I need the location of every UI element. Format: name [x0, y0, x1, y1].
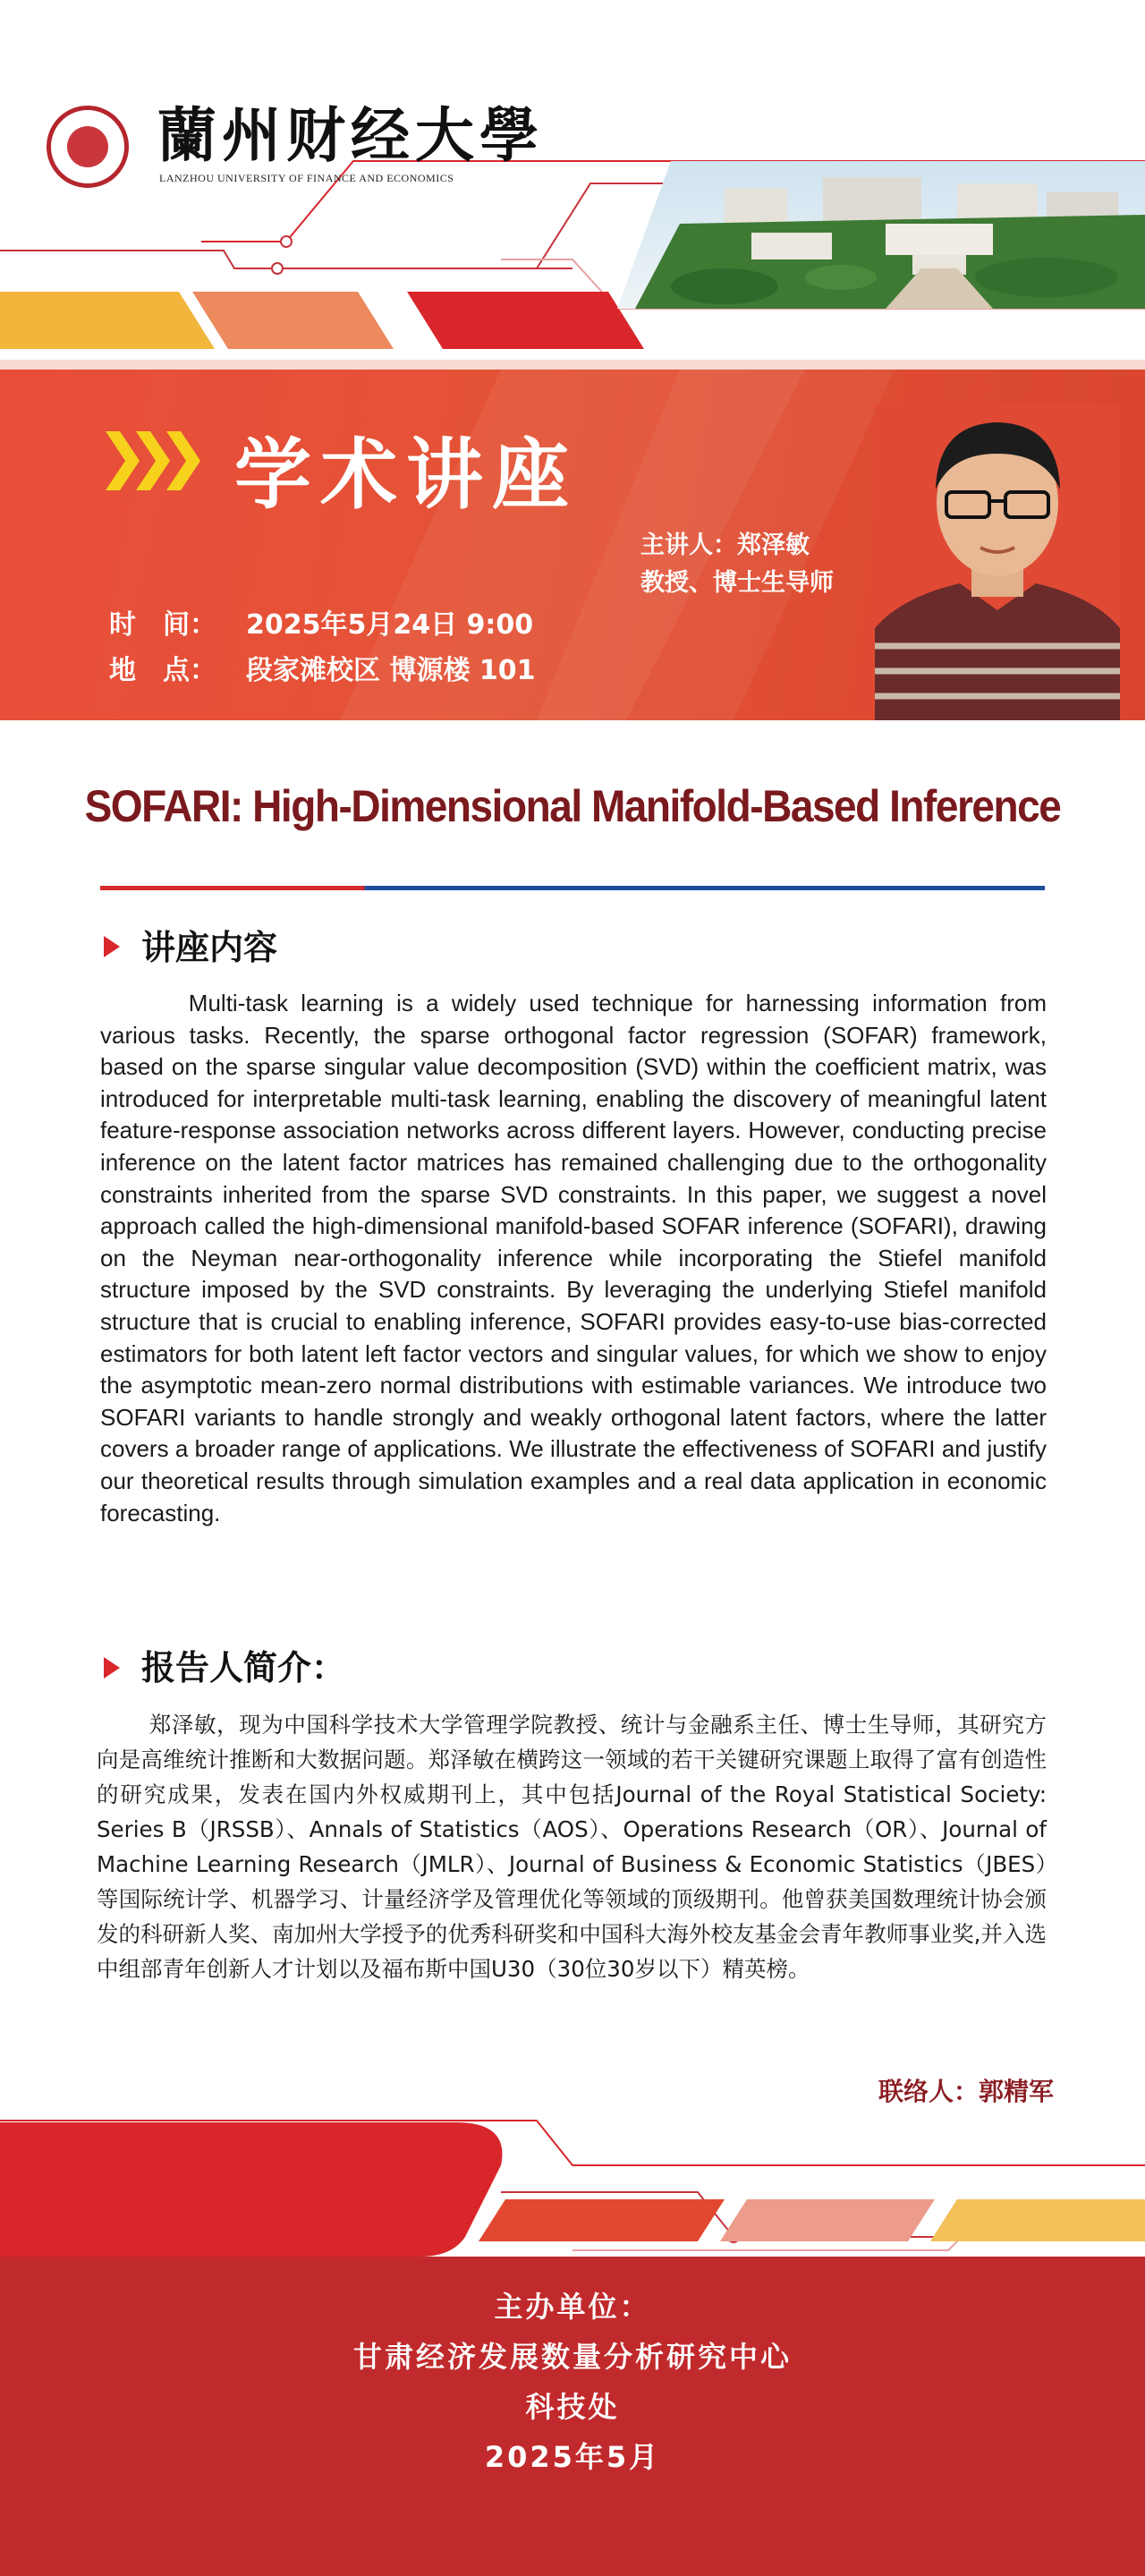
talk-title: SOFARI: High-Dimensional Manifold-Based Inference — [84, 781, 1061, 831]
university-name-en: LANZHOU UNIVERSITY OF FINANCE AND ECONOMICS — [159, 172, 454, 184]
time-label: 时 间： — [109, 609, 216, 641]
organizer-label: 主办单位： — [494, 2290, 651, 2324]
organizer-name-1: 甘肃经济发展数量分析研究中心 — [352, 2340, 792, 2374]
bio-heading: 报告人简介： — [141, 1648, 346, 1688]
campus-photo — [617, 161, 1145, 309]
content-heading: 讲座内容 — [141, 928, 278, 967]
university-seal-logo — [47, 106, 129, 188]
speaker-portrait — [875, 404, 1120, 720]
footer-decoration — [0, 2094, 1145, 2257]
time-value: 2025年5月24日 9:00 — [246, 609, 534, 641]
place-label: 地 点： — [109, 655, 216, 686]
section-arrow-icon — [104, 936, 120, 957]
speaker-name: 主讲人：郑泽敏 — [640, 531, 810, 559]
place-value: 段家滩校区 博源楼 101 — [246, 655, 536, 686]
university-name-cn: 蘭州财经大學 — [157, 100, 544, 170]
abstract-text: Multi-task learning is a widely used technique for harnessing information from various tasks. Recently, the sparse orthogonal factor regression (SOFAR) framework, based on the sparse singular value decomposition (SVD) within the coefficient matrix, was introduced for interpretable multi-task learning, enabling the discovery of meaningful latent feature-response association networks across different layers. However, conducting precise inference on the latent factor matrices has remained challenging due to the orthogonality constraints inherited from the sparse SVD constraints. In this paper, we suggest a novel approach called the high-dimensional manifold-based SOFAR inference (SOFARI), drawing on the Neyman near-orthogonality inference while incorporating the Stiefel manifold structure imposed by the SVD constraints. By leveraging the underlying Stiefel manifold structure that is crucial to enabling inference, SOFARI provides easy-to-use bias-corrected estimators for both latent left factor vectors and singular values, for which we show to enjoy the asymptotic mean-zero normal distributions with estimable variances. We introduce two SOFARI variants to handle strongly and weakly orthogonal latent factors, where the latter covers a broader range of applications. We illustrate the effectiveness of SOFARI and justify our theoretical results through simulation examples and a real data application in economic forecasting. — [100, 990, 1047, 1526]
banner-title: 学术讲座 — [234, 430, 578, 520]
chevron-arrows-icon — [106, 431, 204, 490]
footer-date: 2025年5月 — [484, 2440, 661, 2474]
title-divider — [100, 886, 1045, 890]
organizer-name-2: 科技处 — [525, 2390, 620, 2424]
section-arrow-icon — [104, 1657, 120, 1679]
bio-text: 郑泽敏，现为中国科学技术大学管理学院教授、统计与金融系主任、博士生导师，其研究方向是高维统计推断和大数据问题。郑泽敏在横跨这一领域的若干关键研究课题上取得了富有创造性的研究成果，发表在国内外权威期刊上，其中包括Journal of the Royal Statistical Society: Series B（JRSSB）、Annals of Statistics（AOS）、Operations Research（OR）、Journal of Machine Learning Research（JMLR）、Journal of Business & Economic Statistics（JBES）等国际统计学、机器学习、计量经济学及管理优化等领域的顶级期刊。他曾获美国数理统计协会颁发的科研新人奖、南加州大学授予的优秀科研奖和中国科大海外校友基金会青年教师事业奖,并入选中组部青年创新人才计划以及福布斯中国U30（30位30岁以下）精英榜。 — [97, 1712, 1047, 1982]
contact-person: 联络人：郭精军 — [878, 2077, 1054, 2106]
speaker-role: 教授、博士生导师 — [640, 569, 834, 597]
